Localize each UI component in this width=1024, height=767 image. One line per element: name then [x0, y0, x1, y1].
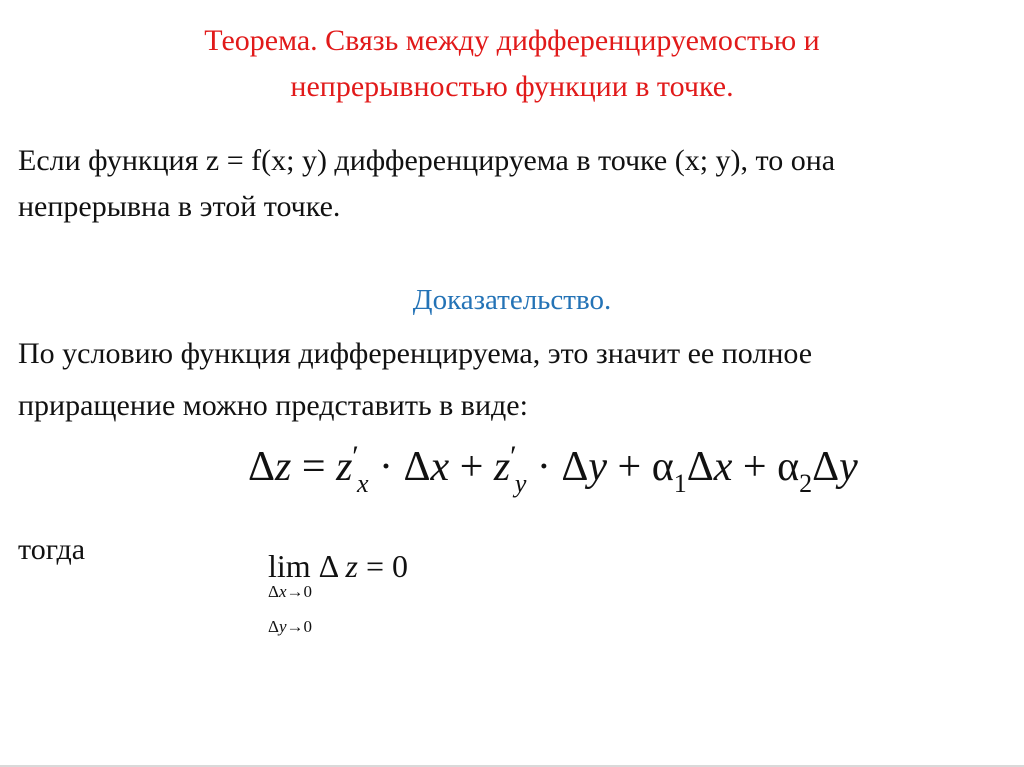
cond-y-var: y — [278, 617, 287, 636]
formula-a2-var: y — [839, 444, 858, 490]
limit-delta: Δ — [318, 548, 338, 584]
formula-a1-var: x — [713, 444, 733, 490]
theorem-line-2: непрерывна в этой точке. — [18, 190, 341, 223]
then-word: тогда — [18, 533, 86, 566]
formula-plus-2: + — [607, 444, 652, 490]
cond-x-var: x — [278, 582, 287, 601]
proof-text — [18, 328, 1008, 432]
formula-equals: = — [291, 444, 337, 490]
limit-z: z — [345, 548, 358, 584]
formula-dx-var: x — [430, 444, 450, 490]
proof-line-1: По условию функция дифференцируема, это значит ее полное — [18, 337, 813, 370]
limit-condition-y — [268, 617, 312, 637]
cond-x-rest: →0 — [286, 582, 312, 601]
proof-heading: Доказательство. — [412, 284, 612, 316]
formula-alpha-1: α — [651, 444, 674, 490]
formula-dy-delta: Δ — [561, 444, 589, 490]
formula-dy-var: y — [588, 444, 608, 490]
slide-title — [0, 18, 1024, 110]
formula-a1-delta: Δ — [686, 444, 714, 490]
formula-z: z — [275, 444, 292, 490]
formula-plus-3: + — [732, 444, 778, 490]
formula-alpha-2-sub: 2 — [799, 469, 813, 498]
title-line-1: Теорема. Связь между дифференцируемостью и — [204, 24, 820, 57]
formula-zx: z — [336, 444, 353, 490]
total-increment-formula — [248, 440, 858, 510]
cond-y-delta: Δ — [268, 617, 279, 636]
formula-prime-x: ′ — [350, 440, 357, 473]
formula-sub-y: y — [514, 469, 527, 498]
formula-a2-delta: Δ — [812, 444, 840, 490]
theorem-statement — [18, 138, 1008, 230]
proof-line-2: приращение можно представить в виде: — [18, 389, 528, 422]
formula-zy: z — [493, 444, 511, 490]
formula-dot-1: · — [368, 444, 404, 490]
cond-y-rest: →0 — [286, 617, 312, 636]
limit-expression — [268, 548, 408, 585]
formula-sub-x: x — [356, 469, 369, 498]
limit-condition-x — [268, 582, 312, 602]
formula-plus-1: + — [449, 444, 494, 490]
limit-rhs: = 0 — [357, 548, 408, 584]
limit-lim: lim — [268, 548, 311, 584]
formula-dot-2: · — [526, 444, 562, 490]
title-line-2: непрерывностью функции в точке. — [290, 70, 734, 103]
theorem-line-1: Если функция z = f(x; y) дифференцируема в точке (x; y), то она — [18, 144, 836, 177]
cond-x-delta: Δ — [268, 582, 279, 601]
formula-delta: Δ — [248, 444, 276, 490]
formula-dx-delta: Δ — [403, 444, 431, 490]
formula-alpha-1-sub: 1 — [673, 469, 687, 498]
formula-prime-y: ′ — [508, 440, 515, 473]
formula-alpha-2: α — [777, 444, 800, 490]
